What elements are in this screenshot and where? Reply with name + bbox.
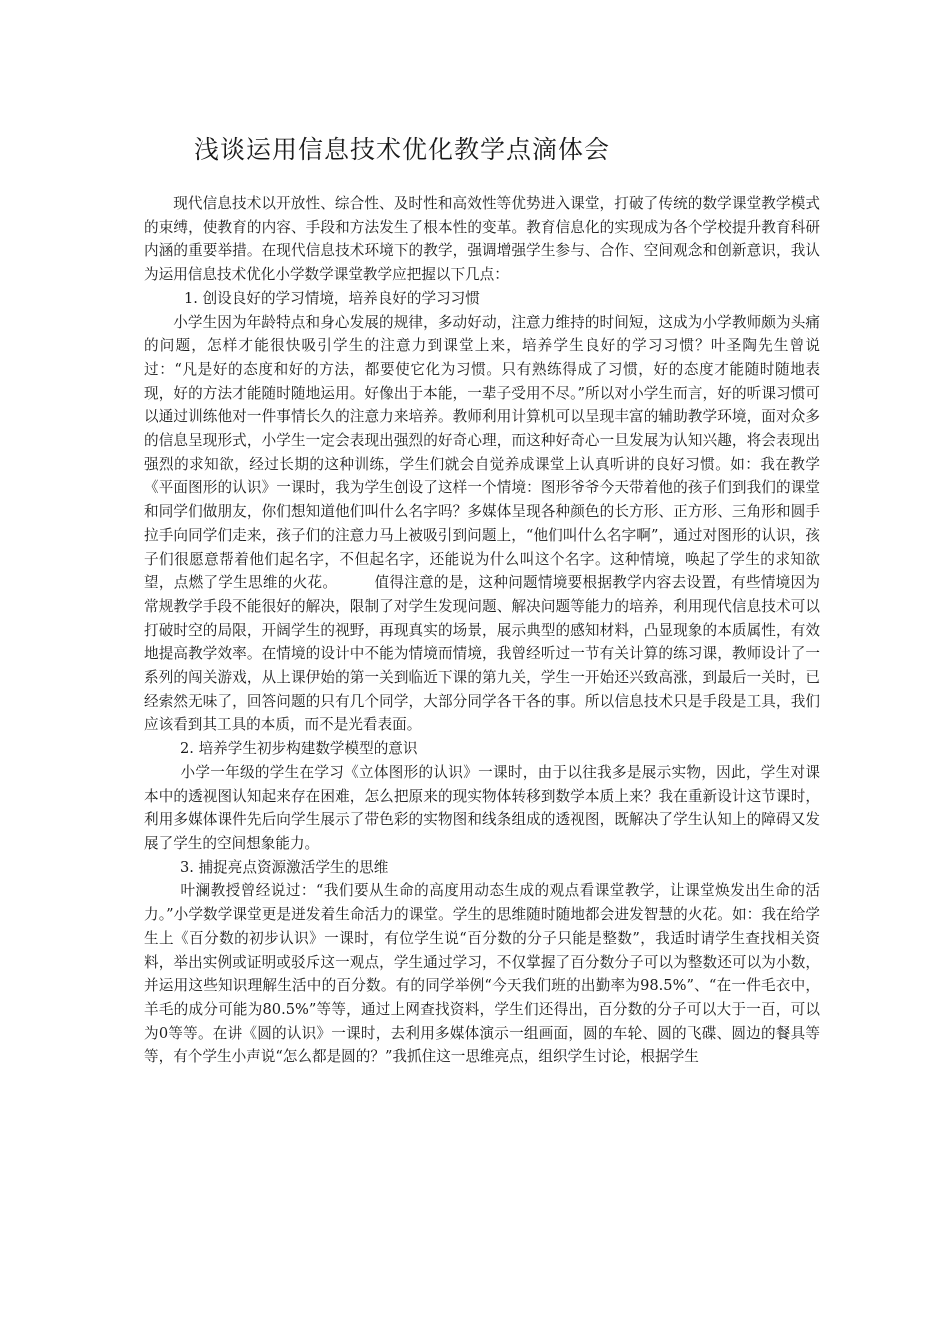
section-3-body: 叶澜教授曾经说过：“我们要从生命的高度用动态生成的观点看课堂教学，让课堂焕发出生命的活力。”小学数学课堂更是迸发着生命活力的课堂。学生的思维随时随地都会进发智慧的火花。如：我在给学生上《百分数的初步认识》一课时，有位学生说“百分数的分子只能是整数”，我适时请学生查找相关资料，举出实例或证明或驳斥这一观点，学生通过学习，不仅掌握了百分数分子可以为整数还可以为小数，并运用这些知识理解生活中的百分数。有的同学举例“今天我们班的出勤率为98.5%”、“在一件毛衣中，羊毛的成分可能为80.5%”等等，通过上网查找资料，学生们还得出，百分数的分子可以大于一百，可以为0等等。在讲《圆的认识》一课时，去利用多媒体演示一组画面，圆的车轮、圆的飞碟、圆边的餐具等等，有个学生小声说“怎么都是圆的？”我抓住这一思维亮点，组织学生讨论，根据学生 bbox=[144, 882, 820, 1066]
intro-paragraph: 现代信息技术以开放性、综合性、及时性和高效性等优势进入课堂，打破了传统的数学课堂教学模式的束缚，使教育的内容、手段和方法发生了根本性的变革。教育信息化的实现成为各个学校提升教育科研内涵的重要举措。在现代信息技术环境下的教学，强调增强学生参与、合作、空间观念和创新意识，我认为运用信息技术优化小学数学课堂教学应把握以下几点： bbox=[144, 195, 820, 284]
section-1-body: 小学生因为年龄特点和身心发展的规律，多动好动，注意力维持的时间短，这成为小学教师颇为头痛的问题，怎样才能很快吸引学生的注意力到课堂上来，培养学生良好的学习习惯？叶圣陶先生曾说过：“凡是好的态度和好的方法，都要使它化为习惯。只有熟练得成了习惯，好的态度才能随时随地表现，好的方法才能随时随地运用。好像出于本能，一辈子受用不尽。”所以对小学生而言，好的听课习惯可以通过训练他对一件事情长久的注意力来培养。教师利用计算机可以呈现丰富的辅助教学环境，面对众多的信息呈现形式，小学生一定会表现出强烈的好奇心理，而这种好奇心一旦发展为认知兴趣，将会表现出强烈的求知欲，经过长期的这种训练，学生们就会自觉养成课堂上认真听讲的良好习惯。如：我在教学《平面图形的认识》一课时，我为学生创设了这样一个情境：图形爷爷今天带着他的孩子们到我们的课堂和同学们做朋友，你们想知道他们叫什么名字吗？多媒体呈现各种颜色的长方形、正方形、三角形和圆手拉手向同学们走来，孩子们的注意力马上被吸引到问题上，“他们叫什么名字啊”，通过对图形的认识，孩子们很愿意帮着他们起名字，不但起名字，还能说为什么叫这个名字。这种情境，唤起了学生的求知欲望，点燃了学生思维的火花。 值得注意的是，这种问题情境要根据教学内容去设置，有些情境因为常规教学手段不能很好的解决，限制了对学生发现问题、解决问题等能力的培养，利用现代信息技术可以打破时空的局限，开阔学生的视野，再现真实的场景，展示典型的感知材料，凸显现象的本质属性，有效地提高教学效率。在情境的设计中不能为情境而情境，我曾经听过一节有关计算的练习课，教师设计了一系列的闯关游戏，从上课伊始的第一关到临近下课的第九关，学生一开始还兴致高涨，到最后一关时，已经索然无味了，回答问题的只有几个同学，大部分同学各干各的事。所以信息技术只是手段是工具，我们应该看到其工具的本质，而不是光看表面。 bbox=[144, 313, 820, 734]
document-page bbox=[144, 132, 820, 1069]
section-2-body: 小学一年级的学生在学习《立体图形的认识》一课时，由于以往我多是展示实物，因此，学生对课本中的透视图认知起来存在困难，怎么把原来的现实物体转移到数学本质上来？我在重新设计这节课时，利用多媒体课件先后向学生展示了带色彩的实物图和线条组成的透视图，既解决了学生认知上的障碍又发展了学生的空间想象能力。 bbox=[144, 763, 820, 852]
section-2-heading: 2. 培养学生初步构建数学模型的意识 bbox=[180, 740, 418, 758]
document-title: 浅谈运用信息技术优化教学点滴体会 bbox=[194, 135, 611, 164]
section-3-heading: 3. 捕捉亮点资源激活学生的思维 bbox=[180, 858, 389, 876]
section-1-heading: 1. 创设良好的学习情境，培养良好的学习习惯 bbox=[184, 289, 480, 307]
